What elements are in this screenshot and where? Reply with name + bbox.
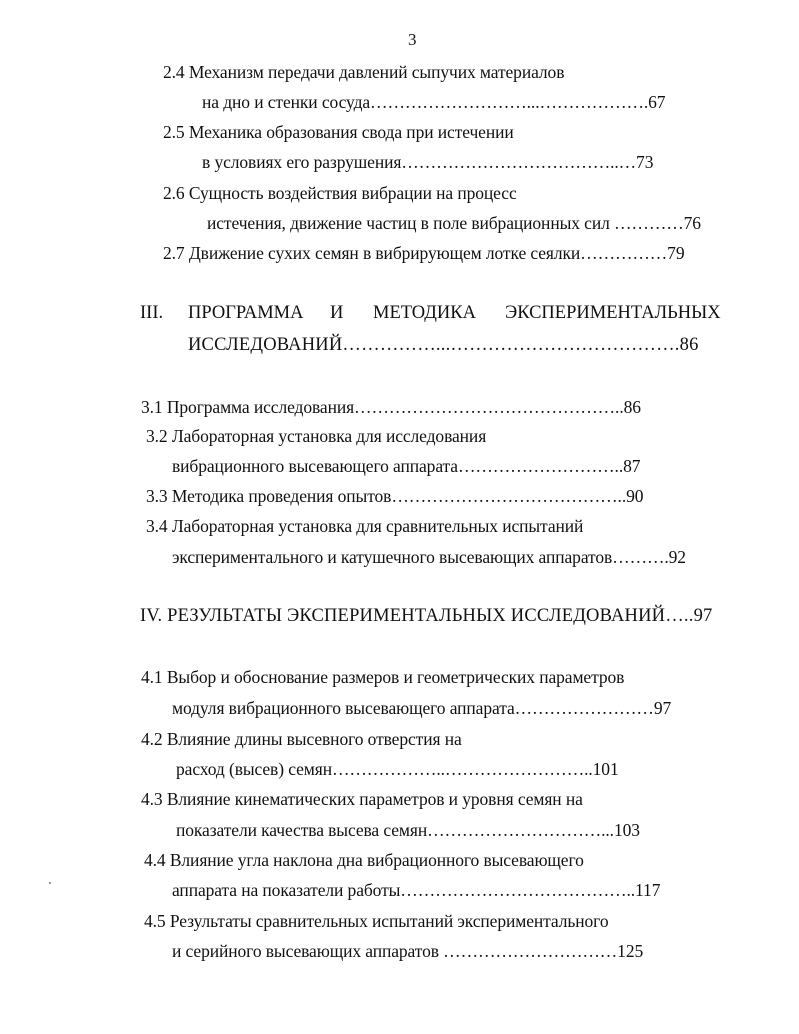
toc-entry-title: 3.2 Лабораторная установка для исследования: [146, 426, 487, 446]
toc-entry-continuation: истечения, движение частиц в поле вибрационных сил …………76: [207, 213, 701, 233]
scan-speck: [49, 882, 51, 884]
toc-entry-title: 4.3 Влияние кинематических параметров и уровня семян на: [141, 789, 583, 809]
toc-entry-title: 2.5 Механика образования свода при истечении: [163, 122, 514, 142]
toc-entry-continuation: показатели качества высева семян…………………………...103: [176, 820, 640, 840]
toc-entry-title: 2.7 Движение сухих семян в вибрирующем лотке сеялки……………79: [163, 243, 685, 263]
toc-entry-continuation: экспериментального и катушечного высевающих аппаратов……….92: [172, 547, 686, 567]
chapter-word: И: [330, 303, 344, 323]
chapter-heading-line: IV. РЕЗУЛЬТАТЫ ЭКСПЕРИМЕНТАЛЬНЫХ ИССЛЕДОВАНИЙ…..97: [140, 606, 713, 626]
toc-entry-continuation: расход (высев) семян………………..……………………..101: [176, 759, 619, 779]
toc-entry-title: 3.3 Методика проведения опытов…………………………………..90: [146, 486, 644, 506]
toc-entry-title: 4.1 Выбор и обоснование размеров и геометрических параметров: [141, 667, 625, 687]
chapter-number: III.: [140, 303, 164, 323]
toc-entry-title: 4.2 Влияние длины высевного отверстия на: [141, 729, 462, 749]
toc-entry-title: 4.5 Результаты сравнительных испытаний экспериментального: [144, 911, 609, 931]
chapter-word: МЕТОДИКА: [373, 303, 476, 323]
toc-entry-continuation: на дно и стенки сосуда………………………...……………….67: [202, 92, 666, 112]
page-number: 3: [408, 30, 417, 49]
toc-entry-title: 3.4 Лабораторная установка для сравнительных испытаний: [146, 516, 584, 536]
toc-entry-continuation: вибрационного высевающего аппарата………………………..87: [172, 456, 641, 476]
toc-entry-title: 4.4 Влияние угла наклона дна вибрационного высевающего: [144, 850, 584, 870]
toc-entry-title: 2.4 Механизм передачи давлений сыпучих материалов: [163, 62, 565, 82]
chapter-word: ЭКСПЕРИМЕНТАЛЬНЫХ: [505, 303, 721, 323]
toc-entry-continuation: и серийного высевающих аппаратов …………………………125: [172, 941, 644, 961]
toc-entry-title: 2.6 Сущность воздействия вибрации на процесс: [163, 183, 517, 203]
chapter-word: ПРОГРАММА: [188, 303, 304, 323]
toc-entry-continuation: аппарата на показатели работы…………………………………..117: [172, 880, 661, 900]
toc-entry-continuation: ИССЛЕДОВАНИЙ……………...……………………………….86: [188, 335, 699, 355]
toc-entry-title: 3.1 Программа исследования………………………………………..86: [141, 397, 641, 417]
toc-entry-continuation: модуля вибрационного высевающего аппарата……………………97: [172, 698, 672, 718]
toc-entry-continuation: в условиях его разрушения………………………………..…73: [202, 152, 654, 172]
